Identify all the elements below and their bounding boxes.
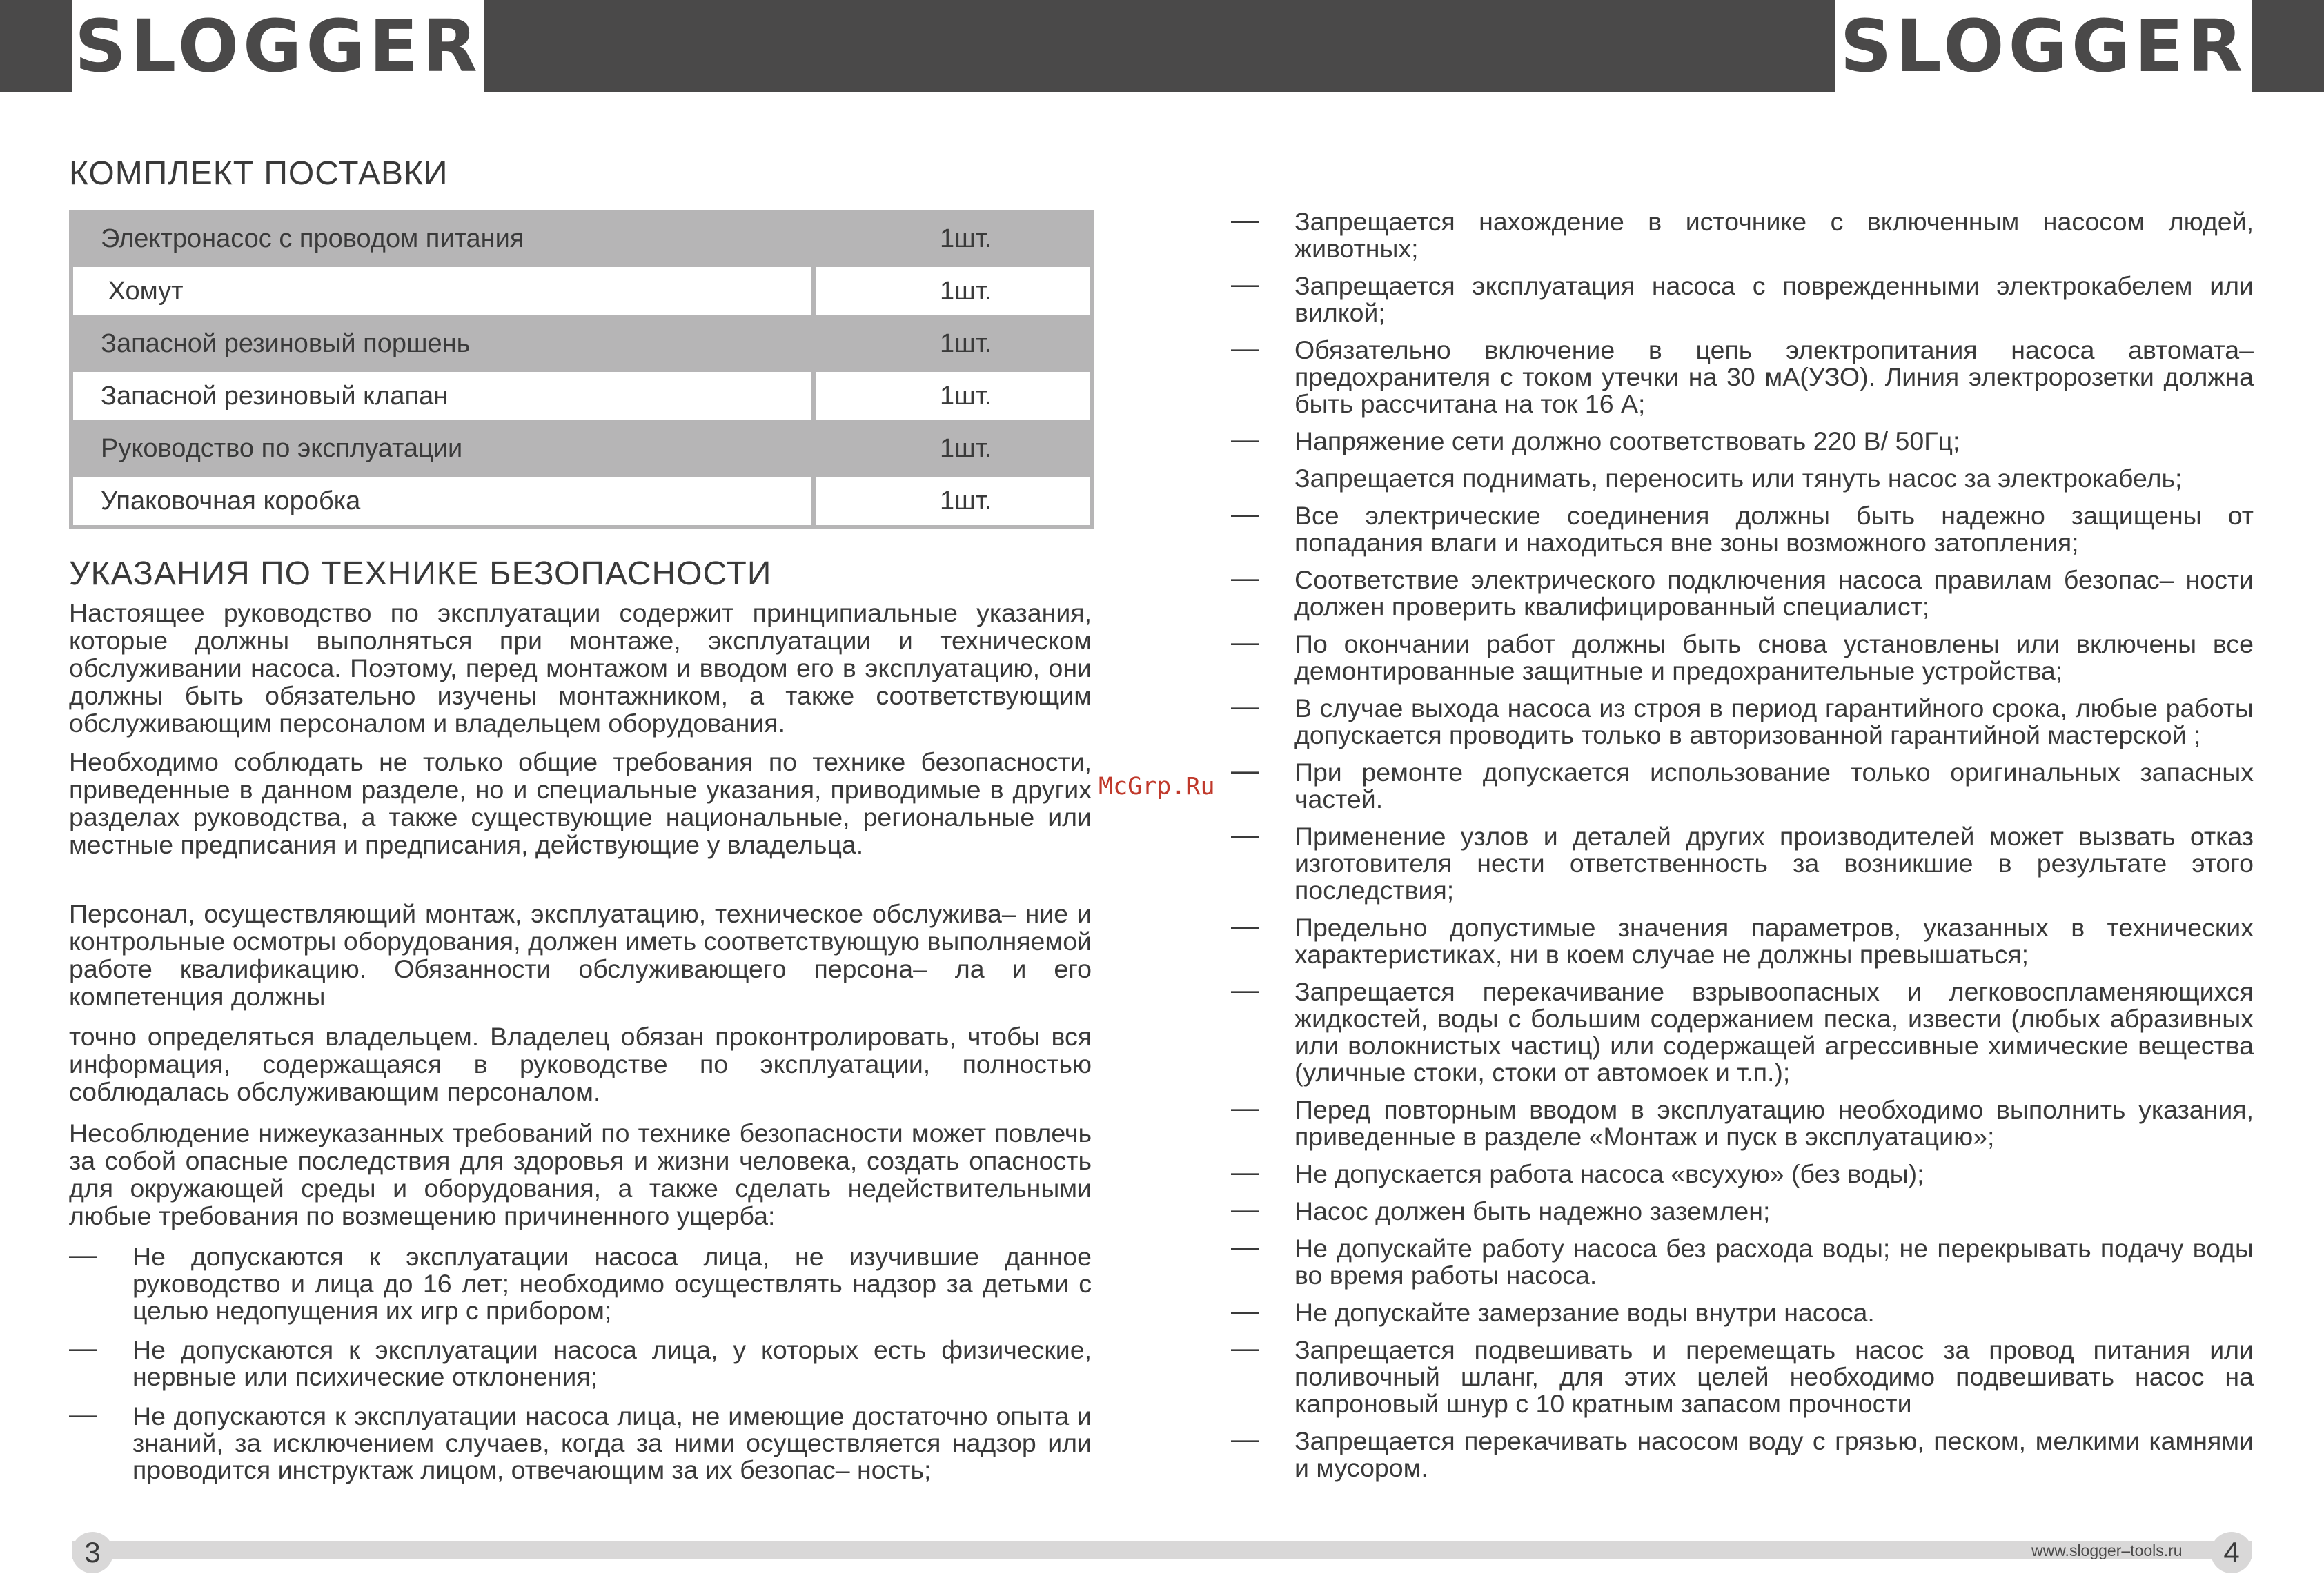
list-item-text: При ремонте допускается использование только оригинальных запасных частей. [1294, 758, 2254, 814]
brand-logo-text: SLOGGER [75, 3, 482, 88]
page-number-left: 3 [72, 1532, 113, 1573]
safety-paragraph: точно определяться владельцем. Владелец обязан проконтролировать, чтобы вся информация, содержащаяся в руководстве по эксплуатации, полностью соблюдалась обслуживающим персоналом. [69, 1022, 1092, 1106]
brand-logo-text: SLOGGER [1840, 3, 2247, 88]
dash-bullet: — [1231, 269, 1259, 299]
list-item-text: Предельно допустимые значения параметров, указанных в технических характеристиках, ни в коем случае не должны превышаться; [1294, 913, 2254, 969]
page-number-right: 4 [2211, 1532, 2252, 1573]
kit-item-name: Хомут [71, 265, 814, 317]
brand-logo-left [72, 0, 484, 92]
list-item-text: Насос должен быть надежно заземлен; [1294, 1196, 1771, 1225]
dash-bullet: — [1231, 1157, 1259, 1188]
list-item [1231, 499, 2254, 557]
list-item [1231, 1194, 2254, 1225]
table-row [71, 213, 1092, 265]
list-item [1231, 465, 2254, 492]
list-item [69, 1333, 1092, 1391]
list-item [1231, 820, 2254, 905]
kit-item-qty: 1шт. [814, 422, 1092, 475]
list-item-text: Не допускаются к эксплуатации насоса лица, не изучившие данное руководство и лица до 16 лет; необходимо осуществлять надзор за детьми с целью недопущения их игр с прибором; [132, 1242, 1092, 1325]
watermark: McGrp.Ru [1099, 773, 1215, 800]
list-item [1231, 691, 2254, 749]
footer-bar [72, 1541, 2252, 1559]
table-row [71, 422, 1092, 475]
kit-item-name: Запасной резиновый клапан [71, 370, 814, 422]
list-item-text: Запрещается эксплуатация насоса с поврежденными электрокабелем или вилкой; [1294, 271, 2254, 327]
safety-paragraph: Несоблюдение нижеуказанных требований по технике безопасности может повлечь за собой опасные последствия для здоровья и жизни человека, создать опасность для окружающей среды и оборудования, а также сделать недействительными любые требования по возмещению причиненного ущерба: [69, 1119, 1092, 1230]
list-item-text: Не допускается работа насоса «всухую» (без воды); [1294, 1159, 1924, 1188]
list-item-text: Запрещается нахождение в источнике с включенным насосом людей, животных; [1294, 207, 2254, 263]
list-item [1231, 1333, 2254, 1418]
list-item-text: Не допускайте работу насоса без расхода воды; не перекрывать подачу воды во время работы насоса. [1294, 1234, 2254, 1290]
list-item-text: Напряжение сети должно соответствовать 220 В/ 50Гц; [1294, 426, 1960, 455]
list-item-text: Не допускаются к эксплуатации насоса лица, не имеющие достаточно опыта и знаний, за исключением случаев, когда за ними осуществляется надзор или проводится инструктаж лицом, отвечающим за их безопас– ность; [132, 1401, 1092, 1484]
dash-bullet: — [1231, 499, 1259, 529]
safety-heading: УКАЗАНИЯ ПО ТЕХНИКЕ БЕЗОПАСНОСТИ [69, 555, 772, 592]
table-row [71, 317, 1092, 370]
dash-bullet: — [1231, 1296, 1259, 1326]
kit-item-qty: 1шт. [814, 370, 1092, 422]
list-item-text: По окончании работ должны быть снова установлены или включены все демонтированные защитные и предохранительные устройства; [1294, 629, 2254, 685]
kit-item-name: Руководство по эксплуатации [71, 422, 814, 475]
table-row [71, 265, 1092, 317]
kit-item-name: Электронасос с проводом питания [71, 213, 814, 265]
list-item-text: Перед повторным вводом в эксплуатацию необходимо выполнить указания, приведенные в разделе «Монтаж и пуск в эксплуатацию»; [1294, 1095, 2254, 1151]
list-item-text: Соответствие электрического подключения насоса правилам безопас– ности должен проверить квалифицированный специалист; [1294, 565, 2254, 621]
dash-bullet: — [1231, 205, 1259, 235]
dash-bullet: — [1231, 333, 1259, 364]
list-item [1231, 269, 2254, 327]
dash-bullet: — [1231, 627, 1259, 658]
list-item [1231, 563, 2254, 621]
dash-bullet: — [1231, 975, 1259, 1005]
list-item-text: В случае выхода насоса из строя в период гарантийного срока, любые работы допускается проводить только в авторизованной гарантийной мастерской ; [1294, 693, 2254, 749]
list-item [1231, 1232, 2254, 1290]
kit-item-name: Упаковочная коробка [71, 475, 814, 527]
list-item-text: Запрещается подвешивать и перемещать насос за провод питания или поливочный шланг, для этих целей необходимо подвешивать насос на капроновый шнур с 10 кратным запасом прочности [1294, 1335, 2254, 1418]
list-item [1231, 1424, 2254, 1482]
dash-bullet: — [1231, 691, 1259, 722]
brand-logo-right [1835, 0, 2252, 92]
list-item [69, 1399, 1092, 1484]
kit-item-qty: 1шт. [814, 213, 1092, 265]
kit-heading: КОМПЛЕКТ ПОСТАВКИ [69, 155, 449, 192]
list-item [1231, 627, 2254, 685]
dash-bullet: — [1231, 756, 1259, 786]
kit-item-qty: 1шт. [814, 317, 1092, 370]
website-url: www.slogger–tools.ru [2031, 1541, 2183, 1559]
dash-bullet: — [69, 1399, 97, 1430]
list-item [1231, 1157, 2254, 1188]
list-item [1231, 1093, 2254, 1151]
table-row [71, 370, 1092, 422]
dash-bullet: — [1231, 1424, 1259, 1455]
kit-table [69, 210, 1094, 529]
kit-item-name: Запасной резиновый поршень [71, 317, 814, 370]
list-item [69, 1240, 1092, 1325]
list-item-text: Запрещается перекачивание взрывоопасных и легковоспламеняющихся жидкостей, воды с большим содержанием песка, извести (любых абразивных или волокнистых частиц) или содержащей агрессивные химические вещества (уличные стоки, стоки от автомоек и т.п.); [1294, 977, 2254, 1087]
list-item-text: Применение узлов и деталей других производителей может вызвать отказ изготовителя нести ответственность за возникшие в результате этого последствия; [1294, 822, 2254, 905]
dash-bullet: — [1231, 1093, 1259, 1123]
list-item [1231, 975, 2254, 1087]
list-item [1231, 1296, 2254, 1327]
list-item [1231, 424, 2254, 455]
table-row [71, 475, 1092, 527]
kit-item-qty: 1шт. [814, 265, 1092, 317]
list-item [1231, 333, 2254, 418]
dash-bullet: — [1231, 424, 1259, 455]
list-item-text: Запрещается поднимать, переносить или тянуть насос за электрокабель; [1294, 464, 2183, 493]
dash-bullet: — [69, 1240, 97, 1270]
safety-paragraph: Необходимо соблюдать не только общие требования по технике безопасности, приведенные в данном разделе, но и специальные указания, приводимые в других разделах руководства, а также существующие национальные, региональные или местные предписания и предписания, действующие у владельца. [69, 747, 1092, 859]
dash-bullet: — [1231, 911, 1259, 941]
safety-list-right [1231, 205, 2254, 1492]
list-item-text: Не допускаются к эксплуатации насоса лица, у которых есть физические, нервные или психические отклонения; [132, 1335, 1092, 1391]
kit-item-qty: 1шт. [814, 475, 1092, 527]
safety-paragraph: Настоящее руководство по эксплуатации содержит принципиальные указания, которые должны выполняться при монтаже, эксплуатации и техническом обслуживании насоса. Поэтому, перед монтажом и вводом его в эксплуатацию, они должны быть обязательно изучены монтажником, а также соответствующим обслуживающим персоналом и владельцем оборудования. [69, 598, 1092, 738]
list-item-text: Обязательно включение в цепь электропитания насоса автомата– предохранителя с током утечки на 30 мА(УЗО). Линия электророзетки должна быть рассчитана на ток 16 А; [1294, 335, 2254, 418]
list-item [1231, 205, 2254, 263]
list-item-text: Запрещается перекачивать насосом воду с грязью, песком, мелкими камнями и мусором. [1294, 1426, 2254, 1482]
dash-bullet: — [1231, 1333, 1259, 1363]
list-item [1231, 756, 2254, 814]
list-item-text: Все электрические соединения должны быть надежно защищены от попадания влаги и находиться вне зоны возможного затопления; [1294, 501, 2254, 557]
dash-bullet: — [1231, 1232, 1259, 1262]
safety-paragraph: Персонал, осуществляющий монтаж, эксплуатацию, техническое обслужива– ние и контрольные осмотры оборудования, должен иметь соответствующую выполняемой работе квалификацию. Обязанности обслуживающего персона– ла и его компетенция должны [69, 899, 1092, 1011]
dash-bullet: — [69, 1333, 97, 1363]
safety-list-left [69, 1240, 1092, 1496]
list-item [1231, 911, 2254, 969]
dash-bullet: — [1231, 563, 1259, 593]
dash-bullet: — [1231, 820, 1259, 850]
dash-bullet: — [1231, 1194, 1259, 1225]
list-item-text: Не допускайте замерзание воды внутри насоса. [1294, 1298, 1875, 1327]
